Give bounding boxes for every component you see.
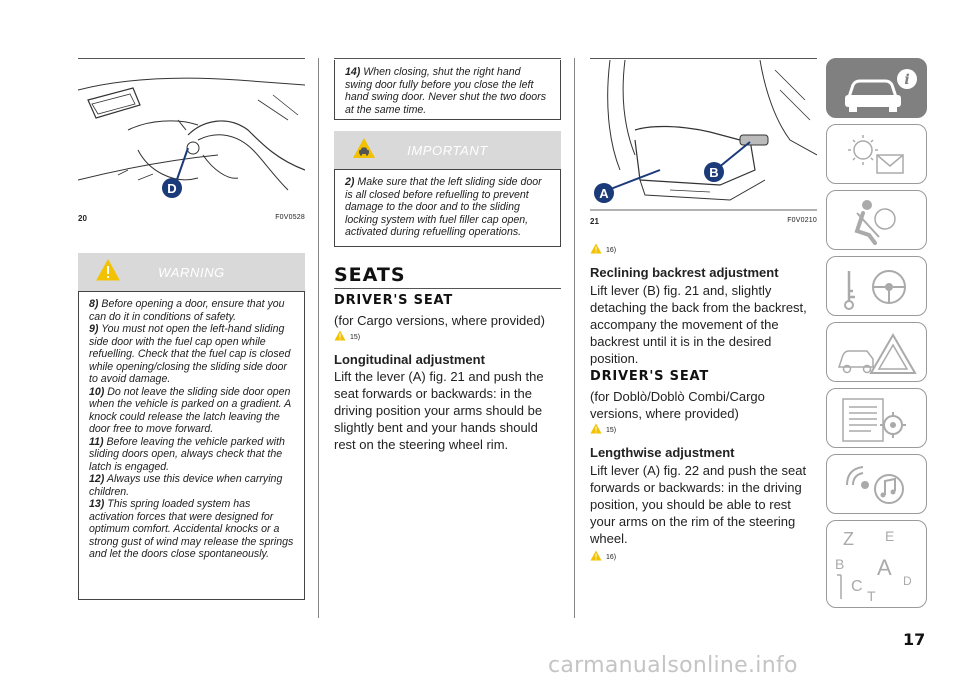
warning-item: 10) Do not leave the sliding side door open when the vehicle is parked on a gradient. A knock could release the latch leaving the door free to move forward.	[89, 385, 291, 435]
emergency-icon	[827, 323, 928, 383]
index-letter: A	[877, 555, 892, 580]
safety-airbag-icon	[827, 191, 928, 251]
dashboard-lights-icon	[827, 125, 928, 185]
tab-safety[interactable]	[826, 190, 927, 250]
warning-item: 11) Before leaving the vehicle parked with sliding doors open, always check that the latch is engaged.	[89, 435, 285, 473]
driver-seat-heading: DRIVER'S SEAT	[334, 293, 454, 308]
maintenance-icon	[827, 389, 928, 449]
important-item: 2) Make sure that the left sliding side door is all closed before refuelling to prevent damage to the door and to the sliding locking system with fuel filler cap open, activated during refuelling operations.	[345, 176, 542, 238]
driver-seat-note: (for Cargo versions, where provided)	[334, 313, 545, 328]
longitudinal-adjustment-heading: Longitudinal adjustment	[334, 352, 485, 367]
index-letter: C	[851, 578, 863, 595]
reference-note: 16)	[590, 243, 616, 254]
page-number: 17	[903, 630, 926, 649]
tab-index[interactable]	[826, 520, 927, 608]
figure-20-caption	[78, 214, 305, 223]
index-letter: E	[885, 528, 895, 544]
reclining-backrest-text: Lift lever (B) fig. 21 and, slightly detaching the back from the backrest, accompany the movement of the backrest until it is in the desired position.	[590, 283, 807, 366]
seat-levers-illustration	[590, 60, 817, 213]
callout-a: A	[599, 186, 609, 201]
index-letter: Z	[843, 529, 854, 549]
figure-21-caption	[590, 217, 817, 226]
reference-note: 16)	[590, 550, 616, 561]
watermark-text: carmanualsonline.info	[548, 653, 798, 678]
warning-header	[78, 253, 305, 291]
warning-item: 12) Always use this device when carrying children.	[89, 473, 283, 498]
warning-box	[78, 291, 305, 600]
tab-car-info[interactable]	[826, 58, 927, 118]
tab-maintenance[interactable]	[826, 388, 927, 448]
warning-item: 13) This spring loaded system has activation forces that were designed for optimum comfort. Accidental knocks or a strong gust of wind may release the springs and let the doors close spontaneously.	[89, 498, 294, 560]
seats-rule	[334, 288, 561, 289]
tab-starting-driving[interactable]	[826, 256, 927, 316]
figure-number: 21	[590, 217, 599, 226]
index-icon	[827, 521, 928, 609]
starting-driving-icon	[827, 257, 928, 317]
column-divider-2	[574, 58, 575, 618]
top-rule-col3	[590, 58, 817, 59]
door-latch-illustration	[78, 60, 305, 210]
tab-multimedia[interactable]	[826, 454, 927, 514]
warning-title: WARNING	[158, 265, 225, 280]
warning-triangle-icon	[334, 330, 346, 341]
lengthwise-adjustment-heading: Lengthwise adjustment	[590, 445, 735, 460]
longitudinal-adjustment-text: Lift the lever (A) fig. 21 and push the seat forwards or backwards: in the driving position your arms should be slightly bent and your hands should rest on the steering wheel rim.	[334, 369, 544, 452]
tab-emergency[interactable]	[826, 322, 927, 382]
top-rule-col1	[78, 58, 305, 59]
warning-item: 9) You must not open the left-hand sliding side door with the fuel cap open while refuelling. Check that the fuel cap is closed while opening/closing the sliding side door to avoid damage.	[89, 323, 291, 385]
driver-seat-heading: DRIVER'S SEAT	[590, 369, 710, 384]
svg-text:i: i	[904, 72, 910, 88]
multimedia-icon	[827, 455, 928, 515]
reclining-backrest-heading: Reclining backrest adjustment	[590, 265, 779, 280]
figure-code: F0V0528	[275, 214, 305, 221]
callout-d: D	[167, 181, 177, 196]
tab-dashboard-lights[interactable]	[826, 124, 927, 184]
warning-triangle-icon	[590, 243, 602, 254]
top-rule-col2	[334, 58, 561, 59]
reference-note: 15)	[334, 330, 360, 341]
index-letter: T	[867, 588, 876, 604]
warning-item: 14) When closing, shut the right hand swing door fully before you close the left hand swing door. Never shut the two doors at the same time.	[345, 66, 547, 116]
callout-b: B	[709, 165, 719, 180]
figure-number: 20	[78, 214, 87, 223]
section-heading-seats: SEATS	[334, 264, 406, 286]
figure-20-image	[78, 60, 305, 210]
important-header	[334, 131, 561, 169]
driver-seat-note: (for Doblò/Doblò Combi/Cargo versions, where provided)	[590, 389, 765, 421]
lengthwise-adjustment-text: Lift lever (A) fig. 22 and push the seat forwards or backwards: in the driving position, you should be able to rest your arms on the rim of the steering wheel.	[590, 463, 807, 546]
reference-note: 15)	[590, 423, 616, 434]
car-info-icon	[827, 59, 928, 119]
warning-item: 8) Before opening a door, ensure that you can do it in conditions of safety.	[89, 298, 285, 323]
column-divider-1	[318, 58, 319, 618]
important-title: IMPORTANT	[407, 143, 488, 158]
index-letter: B	[835, 556, 845, 572]
warning-continued-box	[334, 60, 561, 120]
warning-triangle-icon	[590, 423, 602, 434]
warning-triangle-icon	[590, 550, 602, 561]
index-letter: D	[903, 574, 912, 588]
figure-code: F0V0210	[787, 217, 817, 224]
figure-21-image	[590, 60, 817, 213]
important-box	[334, 169, 561, 247]
